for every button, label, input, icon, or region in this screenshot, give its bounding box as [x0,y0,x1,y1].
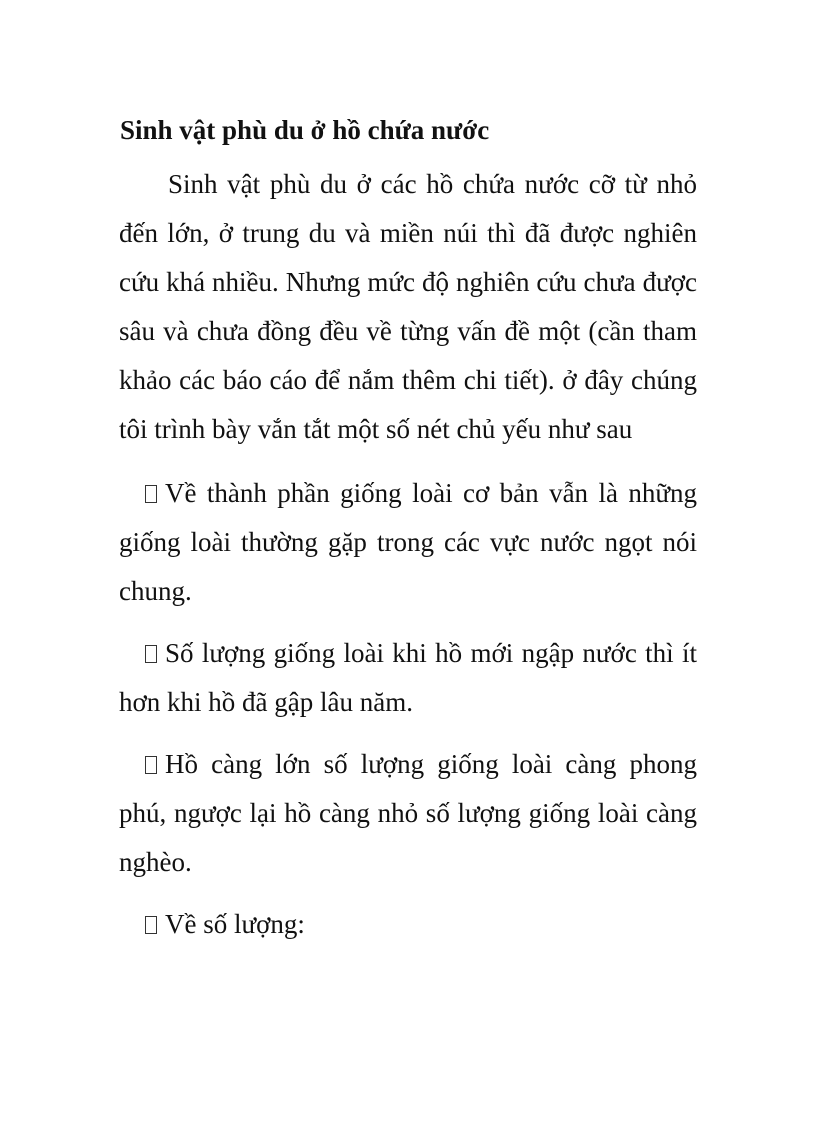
bullet-paragraph-lake-size [119,740,697,887]
bullet-paragraph-species-count [119,629,697,727]
bullet-box-icon [145,916,157,934]
bullet-text: Hồ càng lớn số lượng giống loài càng phong phú, ngược lại hồ càng nhỏ số lượng giống loài càng nghèo. [119,749,697,877]
bullet-paragraph-composition [119,469,697,616]
bullet-text: Về số lượng: [165,909,305,939]
bullet-box-icon [145,645,157,663]
bullet-text: Về thành phần giống loài cơ bản vẫn là những giống loài thường gặp trong các vực nước ngọt nói chung. [119,478,697,606]
bullet-box-icon [145,756,157,774]
section-heading: Sinh vật phù du ở hồ chứa nước [120,115,490,145]
intro-paragraph: Sinh vật phù du ở các hồ chứa nước cỡ từ nhỏ đến lớn, ở trung du và miền núi thì đã được nghiên cứu khá nhiều. Nhưng mức độ nghiên cứu chưa được sâu và chưa đồng đều về từng vấn đề một (cần tham khảo các báo cáo để nắm thêm chi tiết). ở đây chúng tôi trình bày vắn tắt một số nét chủ yếu như sau [119,169,697,444]
bullet-paragraph-quantity [119,900,697,949]
bullet-text: Số lượng giống loài khi hồ mới ngập nước thì ít hơn khi hồ đã gập lâu năm. [119,638,697,717]
document-body [119,160,697,962]
bullet-box-icon [145,485,157,503]
